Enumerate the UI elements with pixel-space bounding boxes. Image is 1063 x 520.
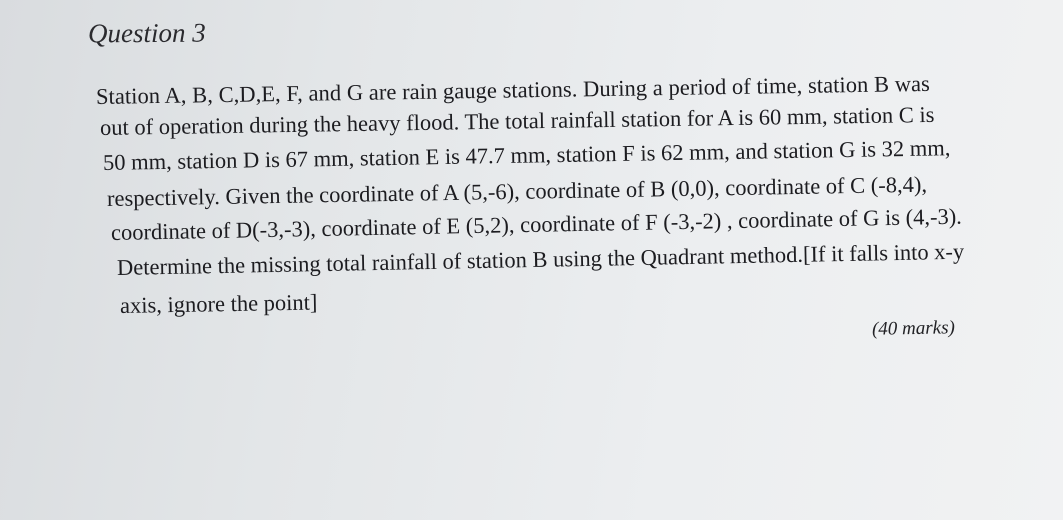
question-text-line-4: respectively. Given the coordinate of A (5,-6), coordinate of B (0,0), coordinate of C (-8,4), <box>106 171 928 211</box>
question-text-line-5: coordinate of D(-3,-3), coordinate of E (5,2), coordinate of F (-3,-2) , coordinate of G is (4,-3). <box>110 203 963 245</box>
question-text-line-1: Station A, B, C,D,E, F, and G are rain gauge stations. During a period of time, station B was <box>95 70 931 109</box>
question-text-line-7: axis, ignore the point] <box>119 289 318 318</box>
question-text-line-6: Determine the missing total rainfall of station B using the Quadrant method.[If it falls into x-y <box>116 238 965 280</box>
marks-label: (40 marks) <box>871 317 956 340</box>
question-text-line-2: out of operation during the heavy flood. The total rainfall station for A is 60 mm, station C is <box>99 101 935 140</box>
question-title: Question 3 <box>88 17 206 49</box>
question-text-line-3: 50 mm, station D is 67 mm, station E is 47.7 mm, station F is 62 mm, and station G is 32 mm, <box>102 135 951 175</box>
